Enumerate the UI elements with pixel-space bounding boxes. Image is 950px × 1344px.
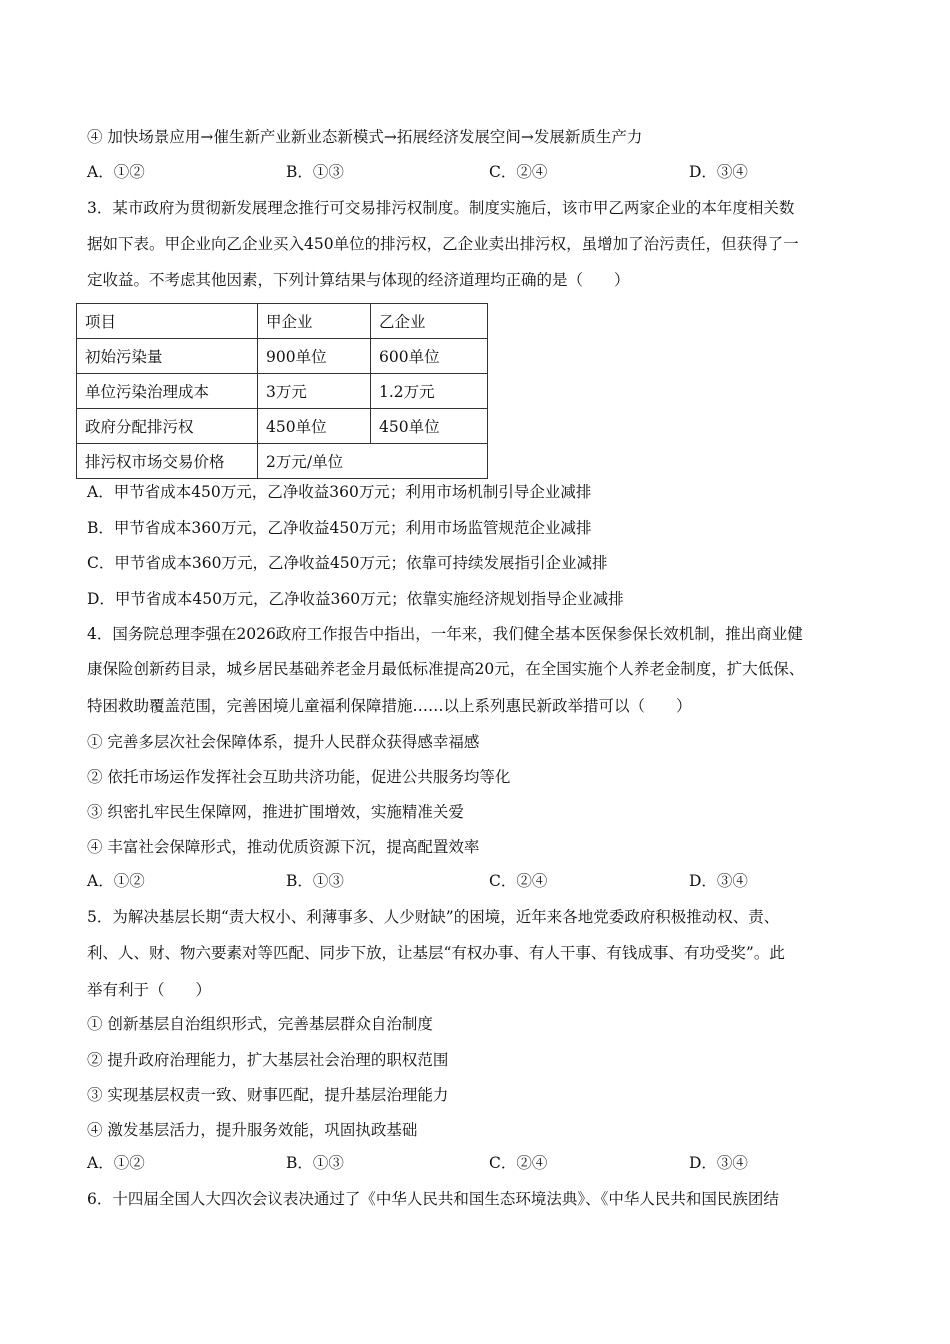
table-cell: 450单位	[371, 409, 488, 444]
q4-item-1: ① 完善多层次社会保障体系，提升人民群众获得感幸福感	[87, 733, 480, 751]
q5-item-4: ④ 激发基层活力，提升服务效能，巩固执政基础	[87, 1121, 418, 1139]
q4-option-b[interactable]: B．①③	[286, 872, 344, 890]
q4-option-a[interactable]: A．①②	[87, 872, 145, 890]
table-row	[77, 444, 488, 479]
table-row	[77, 374, 488, 409]
q4-stem-line-2: 康保险创新药目录，城乡居民基础养老金月最低标准提高20元，在全国实施个人养老金制度，扩大低保、	[87, 660, 805, 678]
table-cell: 3万元	[258, 374, 371, 409]
q3-option-c[interactable]: C．甲节省成本360万元，乙净收益450万元；依靠可持续发展指引企业减排	[87, 554, 608, 572]
q5-item-1: ① 创新基层自治组织形式，完善基层群众自治制度	[87, 1015, 433, 1033]
table-cell: 900单位	[258, 339, 371, 374]
q4-item-2: ② 依托市场运作发挥社会互助共济功能，促进公共服务均等化	[87, 768, 511, 786]
q4-option-d[interactable]: D．③④	[689, 872, 748, 890]
q4-stem-line-3: 特困救助覆盖范围，完善困境儿童福利保障措施……以上系列惠民新政举措可以（ ）	[87, 697, 692, 715]
q5-option-c[interactable]: C．②④	[489, 1154, 548, 1172]
q5-stem-line-2: 利、人、财、物六要素对等匹配、同步下放，让基层“有权办事、有人干事、有钱成事、有功受奖”。此	[87, 944, 785, 962]
table-header-row	[77, 304, 488, 339]
table-cell: 600单位	[371, 339, 488, 374]
q2-option-a[interactable]: A．①②	[87, 163, 145, 181]
table-cell: 排污权市场交易价格	[77, 444, 258, 479]
q5-options	[87, 1153, 847, 1173]
q4-stem-line-1: 4．国务院总理李强在2026政府工作报告中指出，一年来，我们健全基本医保参保长效机制，推出商业健	[87, 625, 803, 643]
q2-option-b[interactable]: B．①③	[286, 163, 344, 181]
q5-option-a[interactable]: A．①②	[87, 1154, 145, 1172]
q4-options	[87, 871, 847, 891]
q6-stem-line-1: 6．十四届全国人大四次会议表决通过了《中华人民共和国生态环境法典》、《中华人民共和国民族团结	[87, 1190, 779, 1208]
table-cell: 2万元/单位	[258, 444, 488, 479]
q3-option-b[interactable]: B．甲节省成本360万元，乙净收益450万元；利用市场监管规范企业减排	[87, 519, 592, 537]
table-cell: 450单位	[258, 409, 371, 444]
table-cell: 初始污染量	[77, 339, 258, 374]
q5-option-b[interactable]: B．①③	[286, 1154, 344, 1172]
q4-option-c[interactable]: C．②④	[489, 872, 548, 890]
q5-item-3: ③ 实现基层权责一致、财事匹配，提升基层治理能力	[87, 1086, 449, 1104]
q3-stem-line-2: 据如下表。甲企业向乙企业买入450单位的排污权，乙企业卖出排污权，虽增加了治污责任，但获得了一	[87, 235, 799, 253]
table-cell: 1.2万元	[371, 374, 488, 409]
table-header-cell: 甲企业	[258, 304, 371, 339]
table-row	[77, 339, 488, 374]
q2-options	[87, 162, 847, 182]
q2-option-d[interactable]: D．③④	[689, 163, 748, 181]
q5-option-d[interactable]: D．③④	[689, 1154, 748, 1172]
q3-option-a[interactable]: A．甲节省成本450万元，乙净收益360万元；利用市场机制引导企业减排	[87, 483, 592, 501]
q4-item-4: ④ 丰富社会保障形式，推动优质资源下沉，提高配置效率	[87, 838, 480, 856]
table-header-cell: 项目	[77, 304, 258, 339]
table-row	[77, 409, 488, 444]
q3-option-d[interactable]: D．甲节省成本450万元，乙净收益360万元；依靠实施经济规划指导企业减排	[87, 590, 624, 608]
q5-stem-line-3: 举有利于（ ）	[87, 981, 212, 999]
table-cell: 政府分配排污权	[77, 409, 258, 444]
q3-stem-line-3: 定收益。不考虑其他因素，下列计算结果与体现的经济道理均正确的是（ ）	[87, 271, 630, 289]
q2-option-c[interactable]: C．②④	[489, 163, 548, 181]
q3-stem-line-1: 3．某市政府为贯彻新发展理念推行可交易排污权制度。制度实施后，该市甲乙两家企业的本年度相关数	[87, 199, 795, 217]
q5-item-2: ② 提升政府治理能力，扩大基层社会治理的职权范围	[87, 1051, 449, 1069]
q3-data-table	[76, 303, 488, 479]
table-header-cell: 乙企业	[371, 304, 488, 339]
q5-stem-line-1: 5．为解决基层长期“责大权小、利薄事多、人少财缺”的困境，近年来各地党委政府积极推动权、责、	[87, 908, 780, 926]
q4-item-3: ③ 织密扎牢民生保障网，推进扩围增效，实施精准关爱	[87, 803, 464, 821]
table-cell: 单位污染治理成本	[77, 374, 258, 409]
q2-item-4: ④ 加快场景应用→催生新产业新业态新模式→拓展经济发展空间→发展新质生产力	[87, 128, 643, 146]
